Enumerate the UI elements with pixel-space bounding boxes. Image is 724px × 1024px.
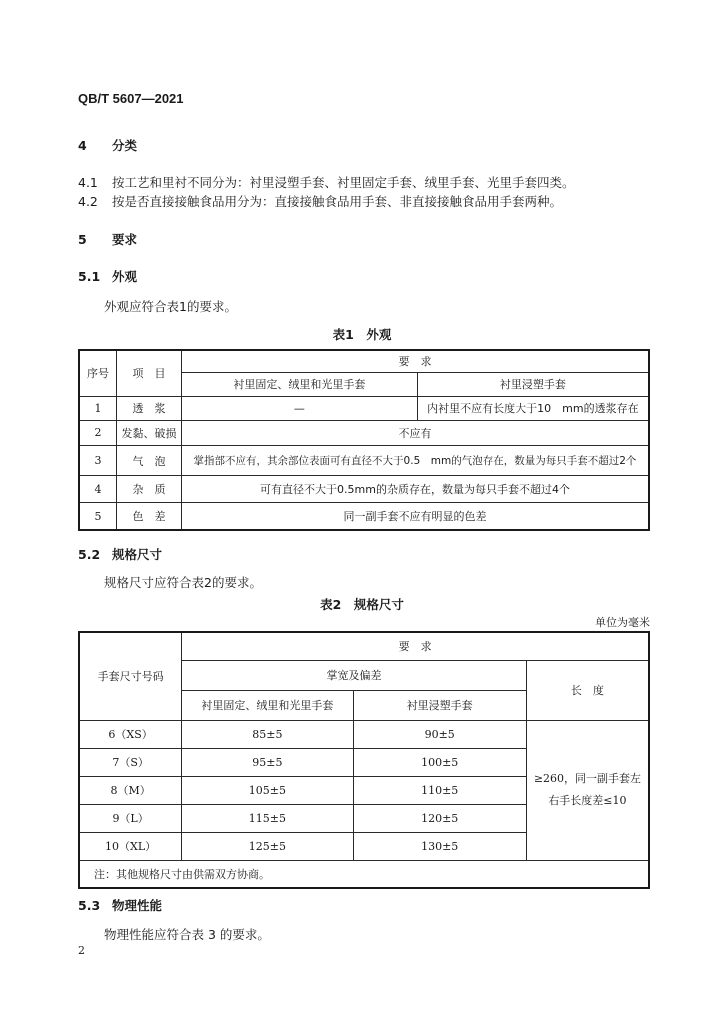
table-row [79, 445, 649, 475]
section-4-number: 4 [78, 138, 87, 153]
table-row [79, 420, 649, 445]
table2-header-req: 要 求 [182, 632, 649, 660]
table1-cell-item: 杂 质 [116, 476, 181, 503]
table-1-caption: 表1 外观 [332, 327, 392, 342]
table2-cell-col1: 125±5 [182, 832, 353, 860]
standard-code: QB/T 5607—2021 [78, 91, 184, 106]
table2-header-col2: 衬里浸塑手套 [353, 690, 526, 720]
table-2 [78, 631, 650, 889]
table1-cell-item: 发黏、破损 [116, 420, 181, 445]
section-5-1-title: 外观 [112, 269, 138, 284]
table1-cell-seq: 4 [79, 476, 116, 503]
table2-cell-length [526, 720, 649, 860]
table-row [79, 350, 649, 372]
section-5-2-title: 规格尺寸 [112, 547, 163, 562]
table-2-unit: 单位为毫米 [595, 616, 650, 629]
table2-cell-col2: 90±5 [353, 720, 526, 748]
section-5-3-heading [78, 896, 162, 914]
table1-cell-item: 气 泡 [116, 445, 181, 475]
table2-cell-col1: 95±5 [182, 748, 353, 776]
section-5-1-body: 外观应符合表1的要求。 [104, 299, 237, 314]
section-5-2-body: 规格尺寸应符合表2的要求。 [104, 575, 262, 590]
clause-4-2 [78, 192, 562, 210]
table2-cell-col2: 110±5 [353, 776, 526, 804]
table2-length-line2: 右手长度差≤10 [548, 794, 627, 807]
section-5-3-title: 物理性能 [112, 898, 163, 913]
page-number: 2 [78, 944, 85, 957]
table1-header-col1: 衬里固定、绒里和光里手套 [181, 372, 417, 396]
table2-cell-col2: 130±5 [353, 832, 526, 860]
clause-4-2-number: 4.2 [78, 194, 98, 209]
table-row [79, 476, 649, 503]
table2-cell-size: 8（M） [79, 776, 182, 804]
table2-cell-col1: 105±5 [182, 776, 353, 804]
clause-4-1-number: 4.1 [78, 175, 98, 190]
table-2-caption: 表2 规格尺寸 [320, 597, 404, 612]
table1-cell-merged: 不应有 [181, 420, 649, 445]
table1-cell-col1: — [181, 396, 417, 420]
table1-header-col2: 衬里浸塑手套 [417, 372, 649, 396]
table1-cell-seq: 5 [79, 503, 116, 530]
section-4-title: 分类 [112, 138, 138, 153]
section-5-number: 5 [78, 232, 87, 247]
table2-cell-col2: 100±5 [353, 748, 526, 776]
table2-header-size: 手套尺寸号码 [79, 632, 182, 720]
table1-header-req: 要 求 [181, 350, 649, 372]
table-row [79, 503, 649, 530]
table2-cell-size: 10（XL） [79, 832, 182, 860]
section-5-2-number: 5.2 [78, 547, 101, 562]
clause-4-1 [78, 173, 575, 191]
table1-cell-item: 透 浆 [116, 396, 181, 420]
table2-cell-col1: 85±5 [182, 720, 353, 748]
table-row [79, 720, 649, 748]
table-row [79, 632, 649, 660]
table1-cell-merged: 同一副手套不应有明显的色差 [181, 503, 649, 530]
table2-header-col1: 衬里固定、绒里和光里手套 [182, 690, 353, 720]
table1-header-seq: 序号 [79, 350, 116, 396]
table2-length-line1: ≥260，同一副手套左 [533, 772, 642, 785]
section-5-3-body: 物理性能应符合表 3 的要求。 [104, 927, 270, 942]
section-5-heading [78, 230, 137, 248]
table2-header-length: 长 度 [526, 660, 649, 720]
table2-note: 注：其他规格尺寸由供需双方协商。 [79, 860, 649, 888]
table2-cell-size: 9（L） [79, 804, 182, 832]
table1-cell-seq: 1 [79, 396, 116, 420]
table1-cell-col2: 内衬里不应有长度大于10 mm的透浆存在 [417, 396, 649, 420]
table-1 [78, 349, 650, 531]
table1-cell-seq: 3 [79, 445, 116, 475]
clause-4-1-text: 按工艺和里衬不同分为：衬里浸塑手套、衬里固定手套、绒里手套、光里手套四类。 [112, 175, 575, 190]
table2-cell-col2: 120±5 [353, 804, 526, 832]
table1-cell-merged: 掌指部不应有，其余部位表面可有直径不大于0.5 mm的气泡存在，数量为每只手套不超过2个 [181, 445, 649, 475]
table1-cell-seq: 2 [79, 420, 116, 445]
table2-cell-col1: 115±5 [182, 804, 353, 832]
section-5-1-number: 5.1 [78, 269, 101, 284]
table1-cell-item: 色 差 [116, 503, 181, 530]
section-5-title: 要求 [112, 232, 138, 247]
table-row [79, 396, 649, 420]
section-5-1-heading [78, 267, 137, 285]
table2-cell-size: 7（S） [79, 748, 182, 776]
section-5-2-heading [78, 545, 162, 563]
table2-cell-size: 6（XS） [79, 720, 182, 748]
table-row [79, 860, 649, 888]
clause-4-2-text: 按是否直接接触食品用分为：直接接触食品用手套、非直接接触食品用手套两种。 [112, 194, 563, 209]
section-4-heading [78, 136, 137, 154]
table1-cell-merged: 可有直径不大于0.5mm的杂质存在，数量为每只手套不超过4个 [181, 476, 649, 503]
table2-header-palm: 掌宽及偏差 [182, 660, 527, 690]
table1-header-item: 项 目 [116, 350, 181, 396]
section-5-3-number: 5.3 [78, 898, 101, 913]
